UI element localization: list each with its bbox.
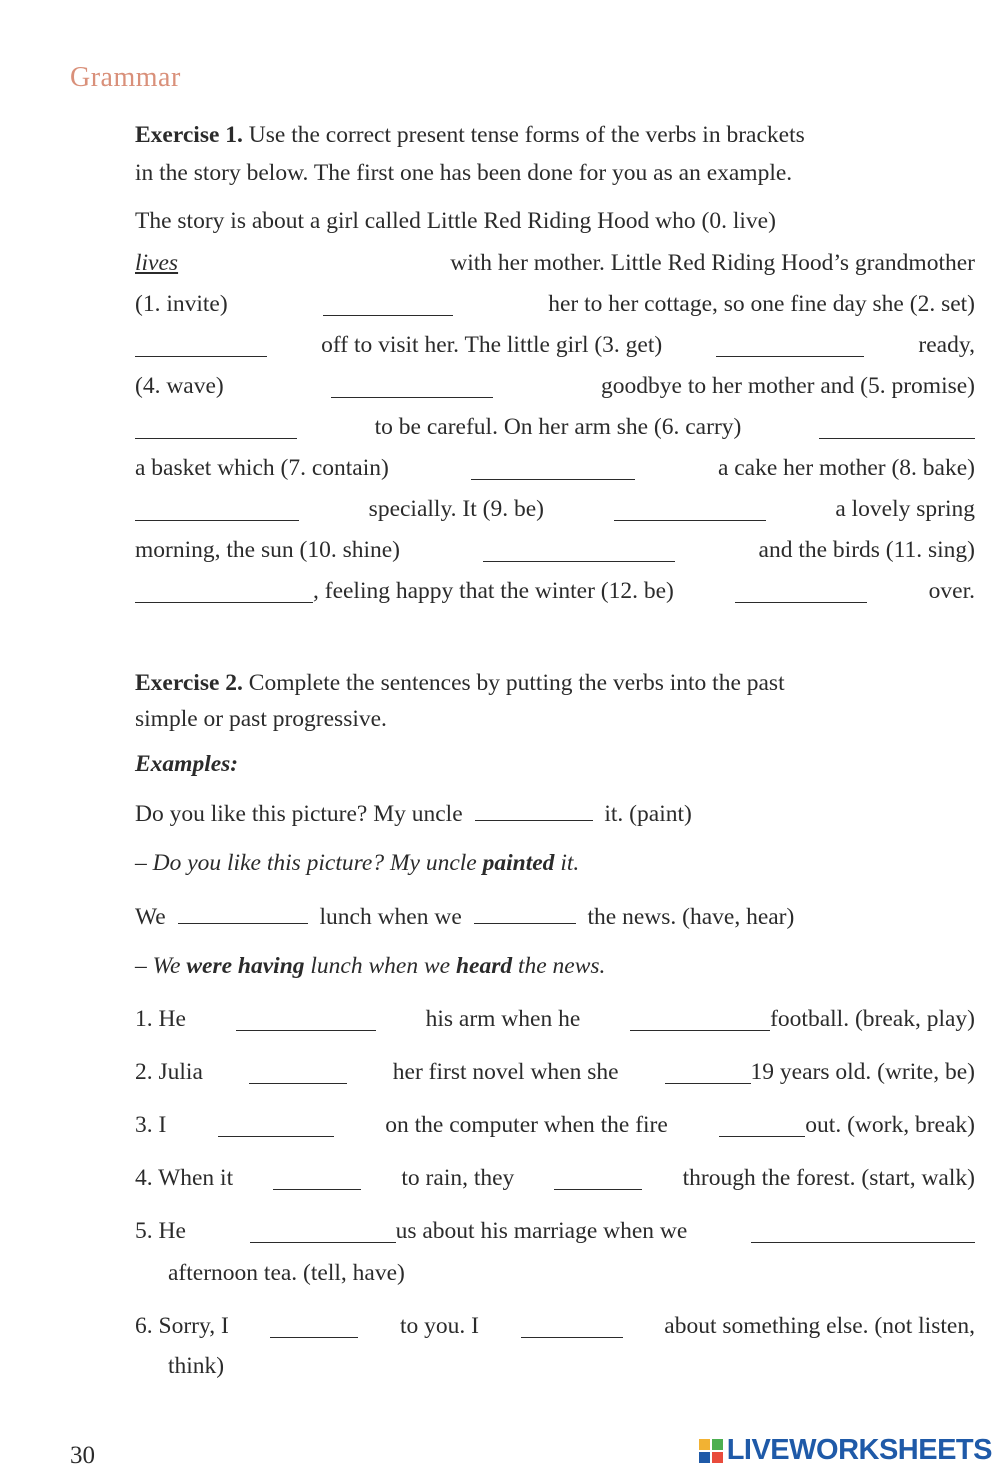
item-1: 1. He his arm when he football. (break, play) — [135, 1006, 975, 1032]
example2-blank-2 — [474, 901, 576, 924]
example2-sentence: We lunch when we the news. (have, hear) — [135, 901, 975, 932]
story-line-10: , feeling happy that the winter (12. be) over. — [135, 576, 975, 606]
item-5: 5. He us about his marriage when we — [135, 1216, 975, 1246]
story-line-5: (4. wave) goodbye to her mother and (5. promise) — [135, 373, 975, 399]
item-3: 3. I on the computer when the fire out. (work, break) — [135, 1112, 975, 1138]
answer-input-9[interactable] — [614, 498, 766, 521]
exercise1-instruction-line2: in the story below. The first one has been done for you as an example. — [135, 160, 793, 186]
story-line-7: a basket which (7. contain) a cake her mother (8. bake) — [135, 455, 975, 481]
item-4: 4. When it to rain, they through the forest. (start, walk) — [135, 1165, 975, 1191]
answer-input-6[interactable] — [819, 416, 975, 439]
answer-input-12[interactable] — [735, 580, 867, 603]
answer-input-3[interactable] — [716, 334, 864, 357]
item6-input-1[interactable] — [270, 1315, 358, 1338]
brand-name: LIVEWORKSHEETS — [726, 1434, 992, 1466]
item-2: 2. Julia her first novel when she 19 years old. (write, be) — [135, 1059, 975, 1085]
exercise2-instruction-line2: simple or past progressive. — [135, 706, 387, 732]
answer-input-11[interactable] — [135, 580, 313, 603]
item-6: 6. Sorry, I to you. I about something else. (not listen, — [135, 1313, 975, 1339]
liveworksheets-logo[interactable] — [699, 1434, 992, 1467]
exercise1-instruction-line1: Exercise 1. Use the correct present tense forms of the verbs in brackets — [135, 122, 805, 148]
answer-input-4[interactable] — [331, 375, 493, 398]
item4-input-1[interactable] — [273, 1167, 361, 1190]
story-line-3: (1. invite) her to her cottage, so one fine day she (2. set) — [135, 291, 975, 317]
example-answer: lives — [135, 250, 179, 276]
item2-input-1[interactable] — [249, 1061, 347, 1084]
story-line-4: off to visit her. The little girl (3. get) ready, — [135, 330, 975, 360]
item6-input-2[interactable] — [521, 1315, 623, 1338]
examples-label: Examples: — [135, 751, 239, 777]
item1-input-2[interactable] — [630, 1008, 770, 1031]
item5-input-2[interactable] — [751, 1220, 975, 1243]
page-number: 30 — [70, 1442, 95, 1469]
answer-input-5[interactable] — [135, 416, 297, 439]
item-6-continued: think) — [168, 1353, 225, 1379]
item-5-continued: afternoon tea. (tell, have) — [168, 1260, 405, 1286]
story-line-9: morning, the sun (10. shine) and the birds (11. sing) — [135, 537, 975, 563]
story-line-1: The story is about a girl called Little Red Riding Hood who (0. live) — [135, 208, 776, 234]
example1-blank — [475, 798, 593, 821]
answer-input-1[interactable] — [323, 293, 453, 316]
example1-answer: – Do you like this picture? My uncle painted it. — [135, 850, 580, 876]
item3-input-2[interactable] — [719, 1114, 805, 1137]
section-title: Grammar — [70, 62, 181, 93]
item3-input-1[interactable] — [218, 1114, 334, 1137]
answer-input-7[interactable] — [471, 457, 635, 480]
answer-input-2[interactable] — [135, 334, 267, 357]
liveworksheets-icon — [699, 1439, 723, 1463]
exercise2-heading: Exercise 2. — [135, 670, 243, 696]
example2-blank-1 — [178, 901, 308, 924]
answer-input-10[interactable] — [483, 539, 675, 562]
item2-input-2[interactable] — [665, 1061, 751, 1084]
example1-sentence: Do you like this picture? My uncle it. (paint) — [135, 798, 975, 829]
exercise2-instruction-line1: Exercise 2. Complete the sentences by putting the verbs into the past — [135, 670, 785, 696]
item4-input-2[interactable] — [554, 1167, 642, 1190]
story-line-2: lives with her mother. Little Red Riding Hood’s grandmother — [135, 250, 975, 276]
story-line-8: specially. It (9. be) a lovely spring — [135, 494, 975, 524]
item1-input-1[interactable] — [236, 1008, 376, 1031]
item5-input-1[interactable] — [250, 1220, 396, 1243]
story-line-6: to be careful. On her arm she (6. carry) — [135, 412, 975, 442]
example2-answer: – We were having lunch when we heard the news. — [135, 953, 606, 979]
answer-input-8[interactable] — [135, 498, 299, 521]
exercise1-heading: Exercise 1. — [135, 122, 243, 148]
